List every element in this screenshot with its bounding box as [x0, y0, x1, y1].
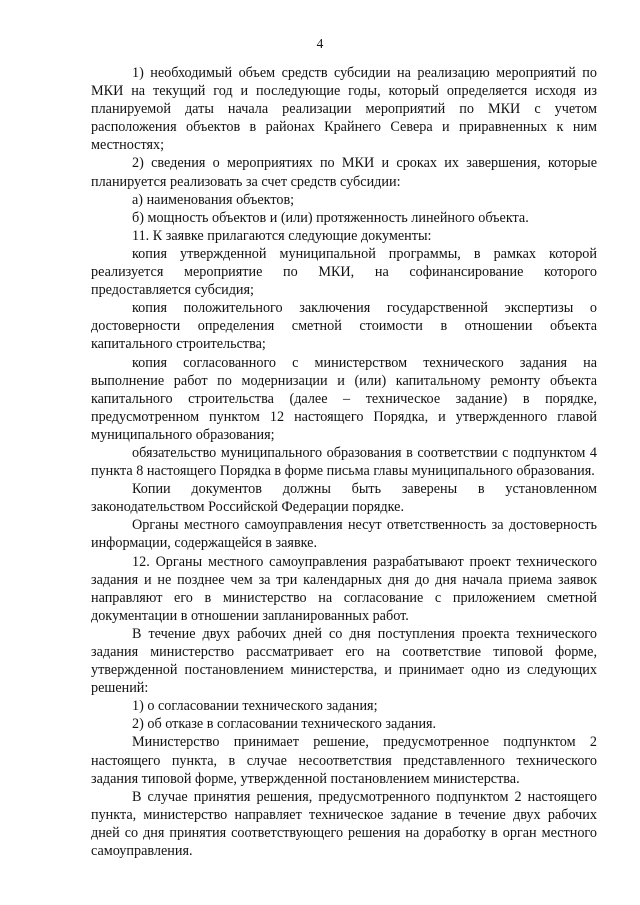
page-number: 4: [316, 36, 324, 51]
paragraph: а) наименования объектов;: [132, 191, 295, 208]
paragraph: В течение двух рабочих дней со дня поступления проекта технического задания министерство рассматривает его на соответствие типовой форме, утвержденной постановлением министерства, и принимает одно из следующих решений:: [91, 625, 597, 697]
paragraph: копия утвержденной муниципальной программы, в рамках которой реализуется мероприятие по МКИ, на софинансирование которого предоставляется субсидия;: [91, 245, 597, 299]
paragraph: 2) сведения о мероприятиях по МКИ и сроках их завершения, которые планируется реализовать за счет средств субсидии:: [91, 155, 597, 190]
paragraph: В случае принятия решения, предусмотренного подпунктом 2 настоящего пункта, министерство направляет техническое задание в течение двух рабочих дней со дня принятия соответствующего решения на доработку в орган местного самоуправления.: [91, 788, 597, 860]
paragraph: б) мощность объектов и (или) протяженность линейного объекта.: [132, 209, 529, 226]
paragraph: Копии документов должны быть заверены в установленном законодательством Российской Федерации порядке.: [91, 481, 597, 516]
paragraph: Органы местного самоуправления несут ответственность за достоверность информации, содержащейся в заявке.: [91, 517, 597, 552]
paragraph: 2) об отказе в согласовании технического задания.: [132, 716, 437, 733]
paragraph: копия согласованного с министерством технического задания на выполнение работ по модернизации и (или) капитальному ремонту объекта капитального строительства (далее – техническое задание) в порядке, предусмотренном пунктом 12 настоящего Порядка, и утвержденного главой муниципального образования;: [91, 354, 597, 443]
document-body: [91, 64, 597, 860]
paragraph: Министерство принимает решение, предусмотренное подпунктом 2 настоящего пункта, в случае несоответствия представленного технического задания типовой форме, утвержденной постановлением министерства.: [91, 734, 597, 787]
paragraph: 1) необходимый объем средств субсидии на реализацию мероприятий по МКИ на текущий год и последующие годы, который определяется исходя из планируемой даты начала реализации мероприятий по МКИ с учетом расположения объектов в районах Крайнего Севера и приравненных к ним местностях;: [91, 65, 597, 154]
paragraph: обязательство муниципального образования в соответствии с подпунктом 4 пункта 8 настоящего Порядка в форме письма главы муниципального образования.: [91, 444, 597, 480]
paragraph: 12. Органы местного самоуправления разрабатывают проект технического задания и не позднее чем за три календарных дня до дня начала приема заявок направляют его в министерство на согласование с приложением сметной документации в отношении запланированных работ.: [91, 553, 597, 624]
paragraph: 11. К заявке прилагаются следующие документы:: [132, 227, 432, 244]
paragraph: 1) о согласовании технического задания;: [132, 698, 378, 715]
paragraph: копия положительного заключения государственной экспертизы о достоверности определения сметной стоимости в отношении объекта капитального строительства;: [91, 300, 597, 353]
